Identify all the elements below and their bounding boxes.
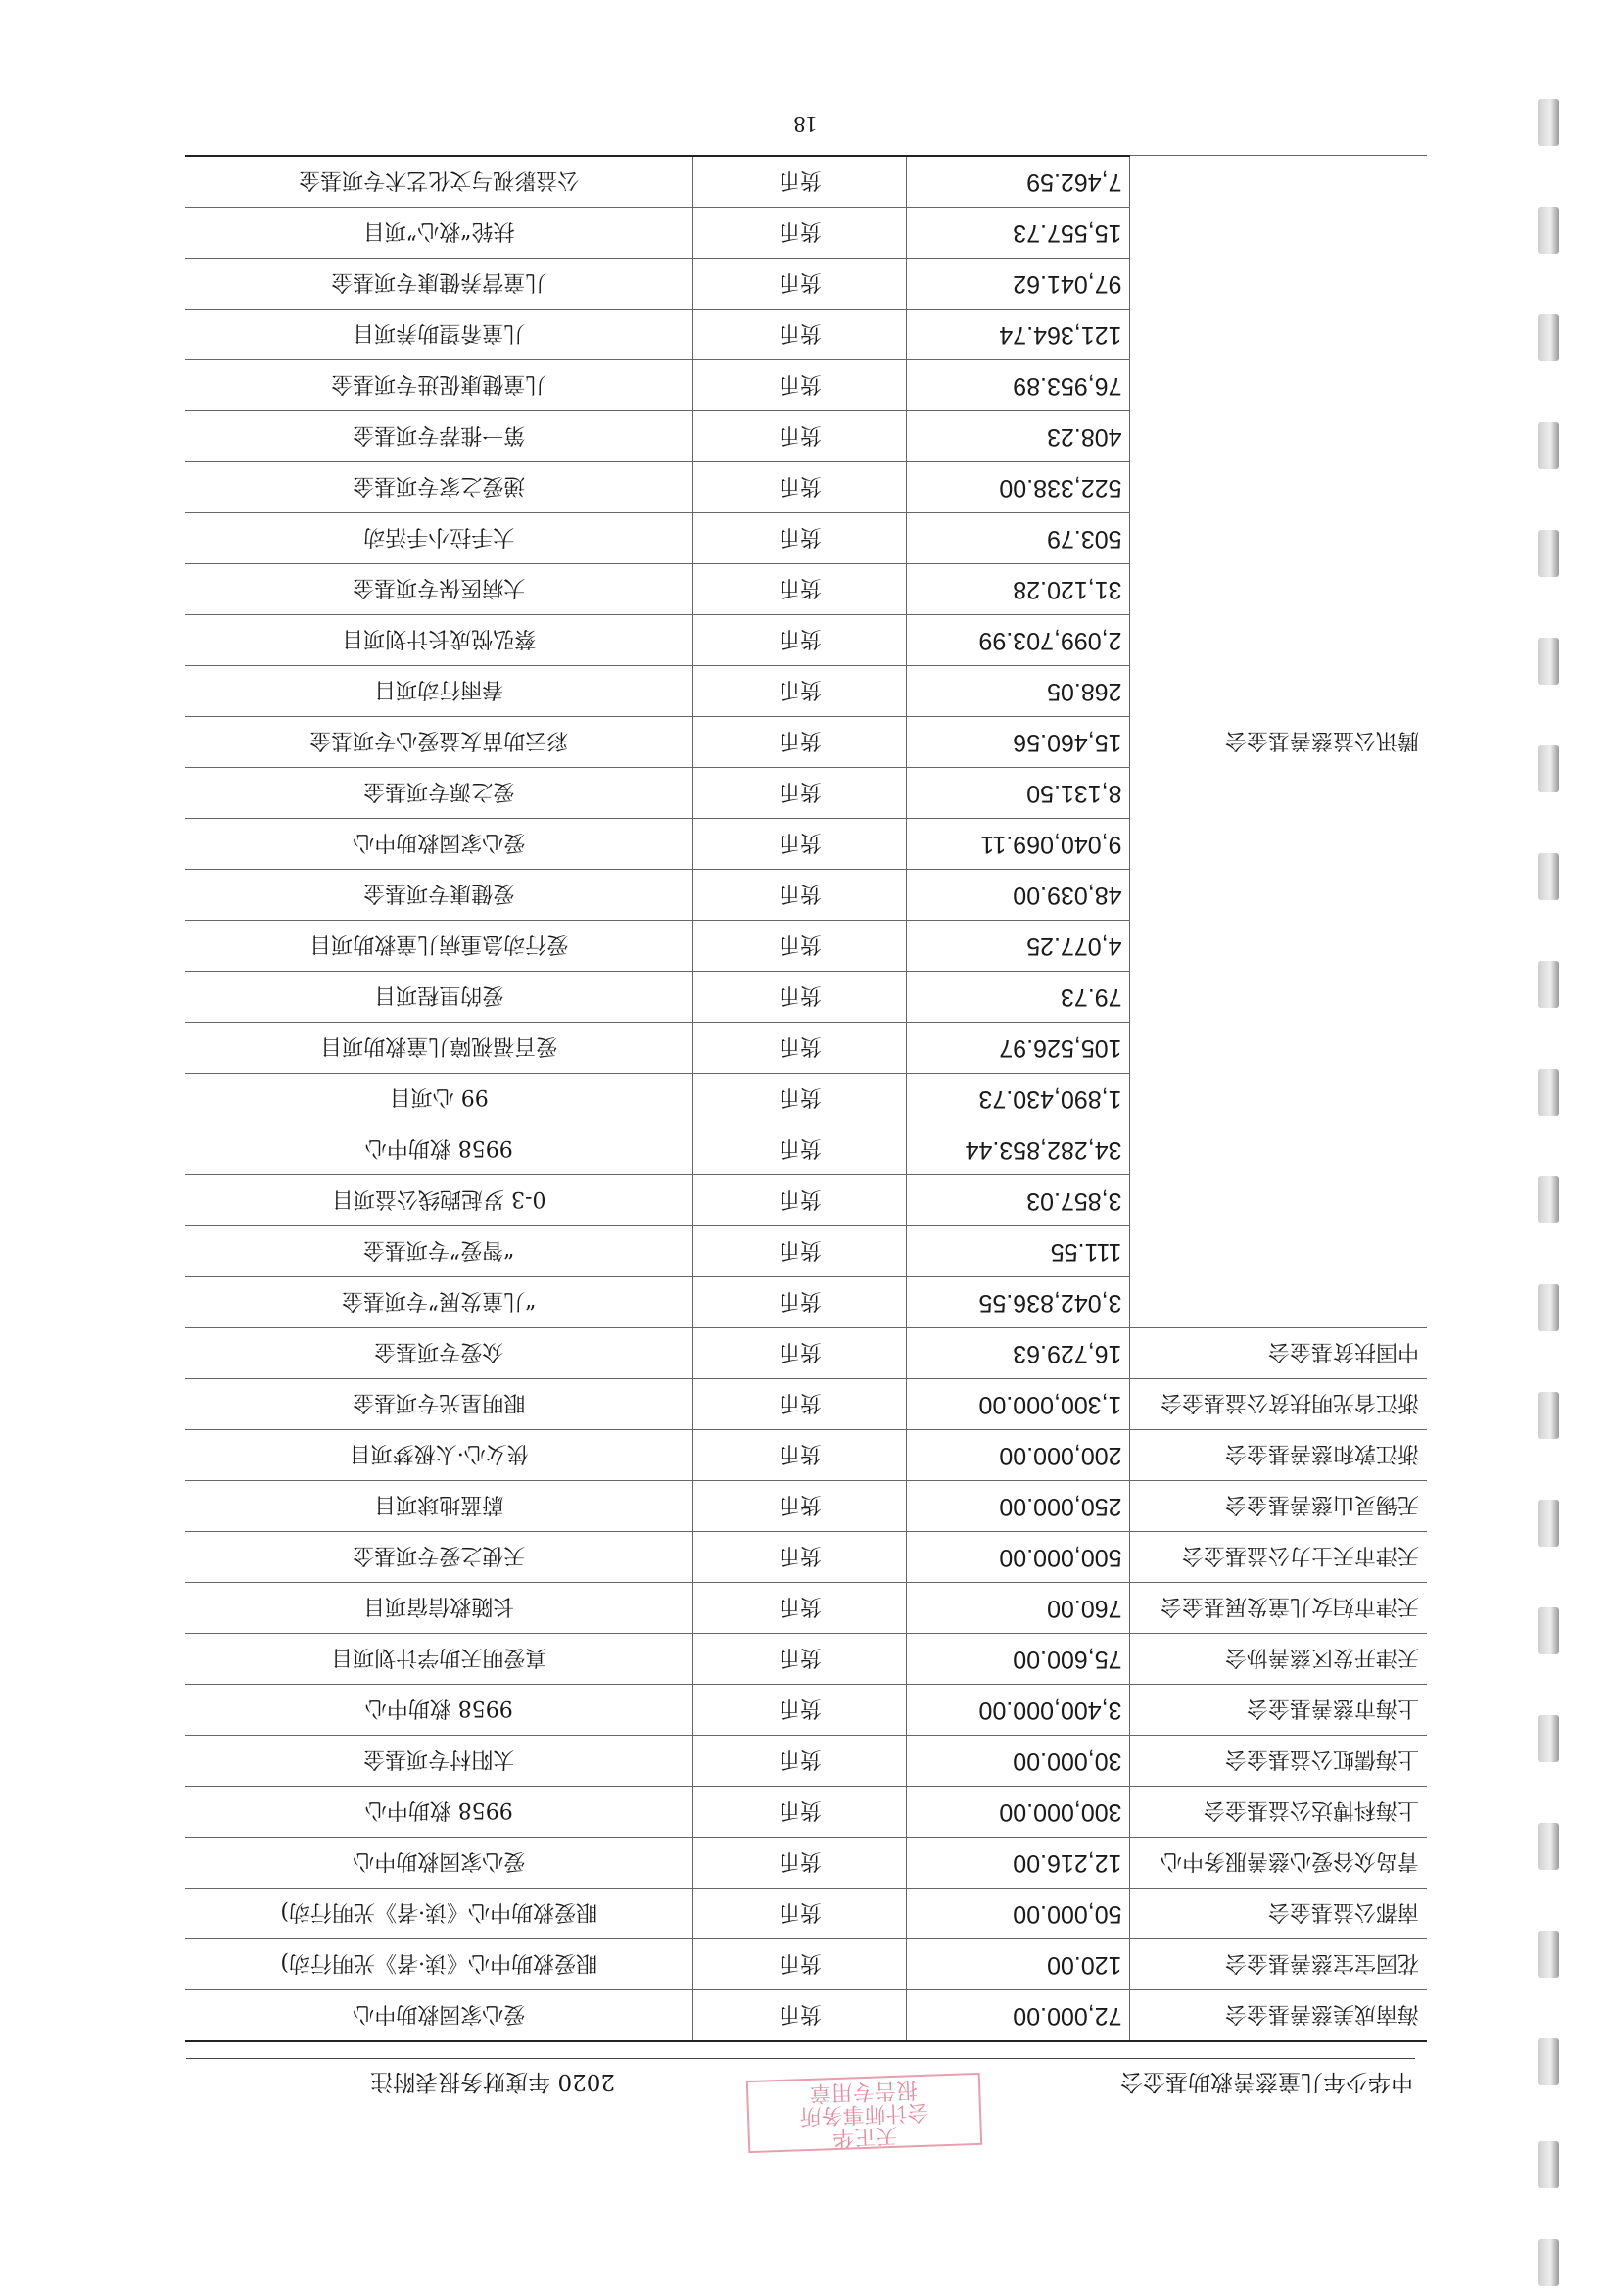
currency-cell: 货币: [693, 921, 907, 972]
org-cell: 上海市慈善基金会: [1130, 1685, 1427, 1736]
project-cell: 眼爱救助中心《读·者》光明行动): [185, 1939, 693, 1990]
currency-cell: 货币: [693, 1634, 907, 1685]
amount-cell: 34,282,853.44: [907, 1124, 1130, 1175]
binder-ring: [1538, 745, 1559, 792]
project-cell: 公益影视与文化艺术专项基金: [185, 156, 693, 208]
currency-cell: 货币: [693, 1277, 907, 1328]
currency-cell: 货币: [693, 411, 907, 462]
project-cell: 长随救信宿项目: [185, 1583, 693, 1634]
amount-cell: 79.73: [907, 972, 1130, 1023]
project-cell: 彩云助苗友益爱心专项基金: [185, 717, 693, 768]
amount-cell: 31,120.28: [907, 564, 1130, 615]
binder-ring: [1538, 1284, 1559, 1331]
org-cell: 上海科博达公益基金会: [1130, 1787, 1427, 1838]
project-cell: “儿童发展”专项基金: [185, 1277, 693, 1328]
amount-cell: 3,042,836.55: [907, 1277, 1130, 1328]
project-cell: 大手拉小手活动: [185, 513, 693, 564]
project-cell: 爱行动急重病儿童救助项目: [185, 921, 693, 972]
project-cell: 儿童健康促进专项基金: [185, 360, 693, 411]
amount-cell: 268.05: [907, 666, 1130, 717]
table-row: [185, 1685, 1427, 1736]
org-cell: 花园宝宝慈善基金会: [1130, 1939, 1427, 1990]
stamp-line-3: 报告专用章: [809, 2077, 919, 2105]
currency-cell: 货币: [693, 1481, 907, 1532]
table-row: [185, 1532, 1427, 1583]
binder-ring: [1538, 1500, 1559, 1547]
project-cell: 儿童营养健康专项基金: [185, 259, 693, 310]
table-row: [185, 1583, 1427, 1634]
binder-ring: [1538, 1715, 1559, 1762]
currency-cell: 货币: [693, 360, 907, 411]
project-cell: 蔡弘悦成长计划项目: [185, 615, 693, 666]
amount-cell: 76,953.89: [907, 360, 1130, 411]
currency-cell: 货币: [693, 1889, 907, 1939]
currency-cell: 货币: [693, 310, 907, 360]
amount-cell: 760.00: [907, 1583, 1130, 1634]
project-cell: 众爱专项基金: [185, 1328, 693, 1379]
org-cell: 天津开发区慈善协会: [1130, 1634, 1427, 1685]
project-cell: 爱的里程项目: [185, 972, 693, 1023]
project-cell: 9958 救助中心: [185, 1787, 693, 1838]
project-cell: 9958 救助中心: [185, 1124, 693, 1175]
currency-cell: 货币: [693, 666, 907, 717]
project-cell: 爱心家园救助中心: [185, 819, 693, 870]
currency-cell: 货币: [693, 1787, 907, 1838]
project-cell: 侠女心·太极梦项目: [185, 1430, 693, 1481]
header-report-title: 2020 年度财务报表附注: [370, 2069, 615, 2094]
currency-cell: 货币: [693, 1074, 907, 1124]
org-cell: 天津市天士力公益基金会: [1130, 1532, 1427, 1583]
currency-cell: 货币: [693, 1430, 907, 1481]
project-cell: 爱心家园救助中心: [185, 1990, 693, 2042]
project-cell: 真爱明天助学计划项目: [185, 1634, 693, 1685]
binder-ring: [1538, 2038, 1559, 2085]
amount-cell: 3,857.03: [907, 1175, 1130, 1226]
org-cell: 南都公益基金会: [1130, 1889, 1427, 1939]
currency-cell: 货币: [693, 1990, 907, 2042]
table-row: [185, 1838, 1427, 1889]
amount-cell: 72,000.00: [907, 1990, 1130, 2042]
binder-ring: [1538, 638, 1559, 685]
amount-cell: 500,000.00: [907, 1532, 1130, 1583]
project-cell: 儿童希望助养项目: [185, 310, 693, 360]
binder-ring: [1538, 2141, 1559, 2188]
amount-cell: 15,460.56: [907, 717, 1130, 768]
binder-ring: [1538, 2239, 1559, 2286]
header-rule: [186, 2058, 1415, 2059]
binder-ring: [1538, 1176, 1559, 1223]
currency-cell: 货币: [693, 717, 907, 768]
currency-cell: 货币: [693, 1379, 907, 1430]
project-cell: 99 心项目: [185, 1074, 693, 1124]
binder-ring: [1538, 207, 1559, 254]
table-row: [185, 1379, 1427, 1430]
table-row: [185, 1990, 1427, 2042]
project-cell: 天使之爱专项基金: [185, 1532, 693, 1583]
binder-ring: [1538, 530, 1559, 577]
auditor-stamp: [746, 2073, 982, 2153]
currency-cell: 货币: [693, 513, 907, 564]
amount-cell: 200,000.00: [907, 1430, 1130, 1481]
amount-cell: 4,077.25: [907, 921, 1130, 972]
amount-cell: 7,462.59: [907, 156, 1130, 208]
project-cell: 爱之源专项基金: [185, 768, 693, 819]
amount-cell: 3,400,000.00: [907, 1685, 1130, 1736]
currency-cell: 货币: [693, 1736, 907, 1787]
amount-cell: 408.23: [907, 411, 1130, 462]
table-row: [185, 1328, 1427, 1379]
table-row: [185, 1736, 1427, 1787]
project-cell: 春雨行动项目: [185, 666, 693, 717]
binder-ring: [1538, 314, 1559, 361]
amount-cell: 12,216.00: [907, 1838, 1130, 1889]
project-cell: 蔚蓝地球项目: [185, 1481, 693, 1532]
header-org-name: 中华少年儿童慈善救助基金会: [1120, 2069, 1413, 2094]
amount-cell: 75,600.00: [907, 1634, 1130, 1685]
amount-cell: 1,300,000.00: [907, 1379, 1130, 1430]
project-cell: 大病医保专项基金: [185, 564, 693, 615]
currency-cell: 货币: [693, 870, 907, 921]
currency-cell: 货币: [693, 1328, 907, 1379]
project-cell: 第一推荐专项基金: [185, 411, 693, 462]
amount-cell: 121,364.74: [907, 310, 1130, 360]
currency-cell: 货币: [693, 259, 907, 310]
currency-cell: 货币: [693, 1175, 907, 1226]
binder-ring: [1538, 1931, 1559, 1978]
amount-cell: 105,526.97: [907, 1023, 1130, 1074]
currency-cell: 货币: [693, 1685, 907, 1736]
currency-cell: 货币: [693, 1532, 907, 1583]
currency-cell: 货币: [693, 564, 907, 615]
donation-table: [185, 155, 1427, 2042]
org-cell: 天津市妇女儿童发展基金会: [1130, 1583, 1427, 1634]
amount-cell: 120.00: [907, 1939, 1130, 1990]
currency-cell: 货币: [693, 1023, 907, 1074]
table-row: [185, 1277, 1427, 1328]
project-cell: 爱心家园救助中心: [185, 1838, 693, 1889]
currency-cell: 货币: [693, 1583, 907, 1634]
amount-cell: 15,557.73: [907, 208, 1130, 259]
page-number: 18: [793, 111, 818, 136]
org-cell: 上海儒虹公益基金会: [1130, 1736, 1427, 1787]
org-cell: 中国扶贫基金会: [1130, 1328, 1427, 1379]
amount-cell: 250,000.00: [907, 1481, 1130, 1532]
org-cell: 浙江省光明扶贫公益基金会: [1130, 1379, 1427, 1430]
amount-cell: 111.55: [907, 1226, 1130, 1277]
project-cell: 爱百福视障儿童救助项目: [185, 1023, 693, 1074]
amount-cell: 1,890,430.73: [907, 1074, 1130, 1124]
org-cell: 青岛众谷爱心慈善服务中心: [1130, 1838, 1427, 1889]
table-row: [185, 1787, 1427, 1838]
currency-cell: 货币: [693, 462, 907, 513]
binder-ring: [1538, 422, 1559, 469]
binder-ring: [1538, 853, 1559, 900]
table-row: [185, 1430, 1427, 1481]
table-row: [185, 1634, 1427, 1685]
amount-cell: 97,041.62: [907, 259, 1130, 310]
project-cell: 递爱之家专项基金: [185, 462, 693, 513]
currency-cell: 货币: [693, 768, 907, 819]
project-cell: 扶轮“救心”项目: [185, 208, 693, 259]
amount-cell: 503.79: [907, 513, 1130, 564]
stamp-line-2: 会计师事务所: [799, 2098, 929, 2129]
currency-cell: 货币: [693, 156, 907, 208]
org-cell: 无锡灵山慈善基金会: [1130, 1481, 1427, 1532]
amount-cell: 300,000.00: [907, 1787, 1130, 1838]
project-cell: “智爱”专项基金: [185, 1226, 693, 1277]
org-cell: 浙江敦和慈善基金会: [1130, 1430, 1427, 1481]
binder-ring: [1538, 961, 1559, 1008]
table-row: [185, 1889, 1427, 1939]
project-cell: 0-3 岁起跑线公益项目: [185, 1175, 693, 1226]
table-row: [185, 1481, 1427, 1532]
org-cell: 海南成美慈善基金会: [1130, 1990, 1427, 2042]
amount-cell: 48,039.00: [907, 870, 1130, 921]
amount-cell: 16,729.63: [907, 1328, 1130, 1379]
project-cell: 眼明星光专项基金: [185, 1379, 693, 1430]
amount-cell: 9,040,069.11: [907, 819, 1130, 870]
amount-cell: 30,000.00: [907, 1736, 1130, 1787]
amount-cell: 50,000.00: [907, 1889, 1130, 1939]
stamp-line-1: 天正华: [831, 2122, 898, 2150]
binder-ring: [1538, 1607, 1559, 1654]
table-body: [185, 156, 1427, 2041]
table-row: [185, 1939, 1427, 1990]
amount-cell: 522,338.00: [907, 462, 1130, 513]
currency-cell: 货币: [693, 1838, 907, 1889]
project-cell: 9958 救助中心: [185, 1685, 693, 1736]
currency-cell: 货币: [693, 1124, 907, 1175]
amount-cell: 8,131.50: [907, 768, 1130, 819]
currency-cell: 货币: [693, 972, 907, 1023]
currency-cell: 货币: [693, 1226, 907, 1277]
currency-cell: 货币: [693, 208, 907, 259]
amount-cell: 2,099,703.99: [907, 615, 1130, 666]
currency-cell: 货币: [693, 1939, 907, 1990]
org-cell-merged: 腾讯公益慈善基金会: [1130, 156, 1427, 1328]
binder-ring: [1538, 1392, 1559, 1439]
project-cell: 眼爱救助中心《读·者》光明行动): [185, 1889, 693, 1939]
currency-cell: 货币: [693, 615, 907, 666]
binder-ring: [1538, 1823, 1559, 1870]
project-cell: 爱健康专项基金: [185, 870, 693, 921]
project-cell: 太阳村专项基金: [185, 1736, 693, 1787]
currency-cell: 货币: [693, 819, 907, 870]
binder-ring: [1538, 1069, 1559, 1116]
